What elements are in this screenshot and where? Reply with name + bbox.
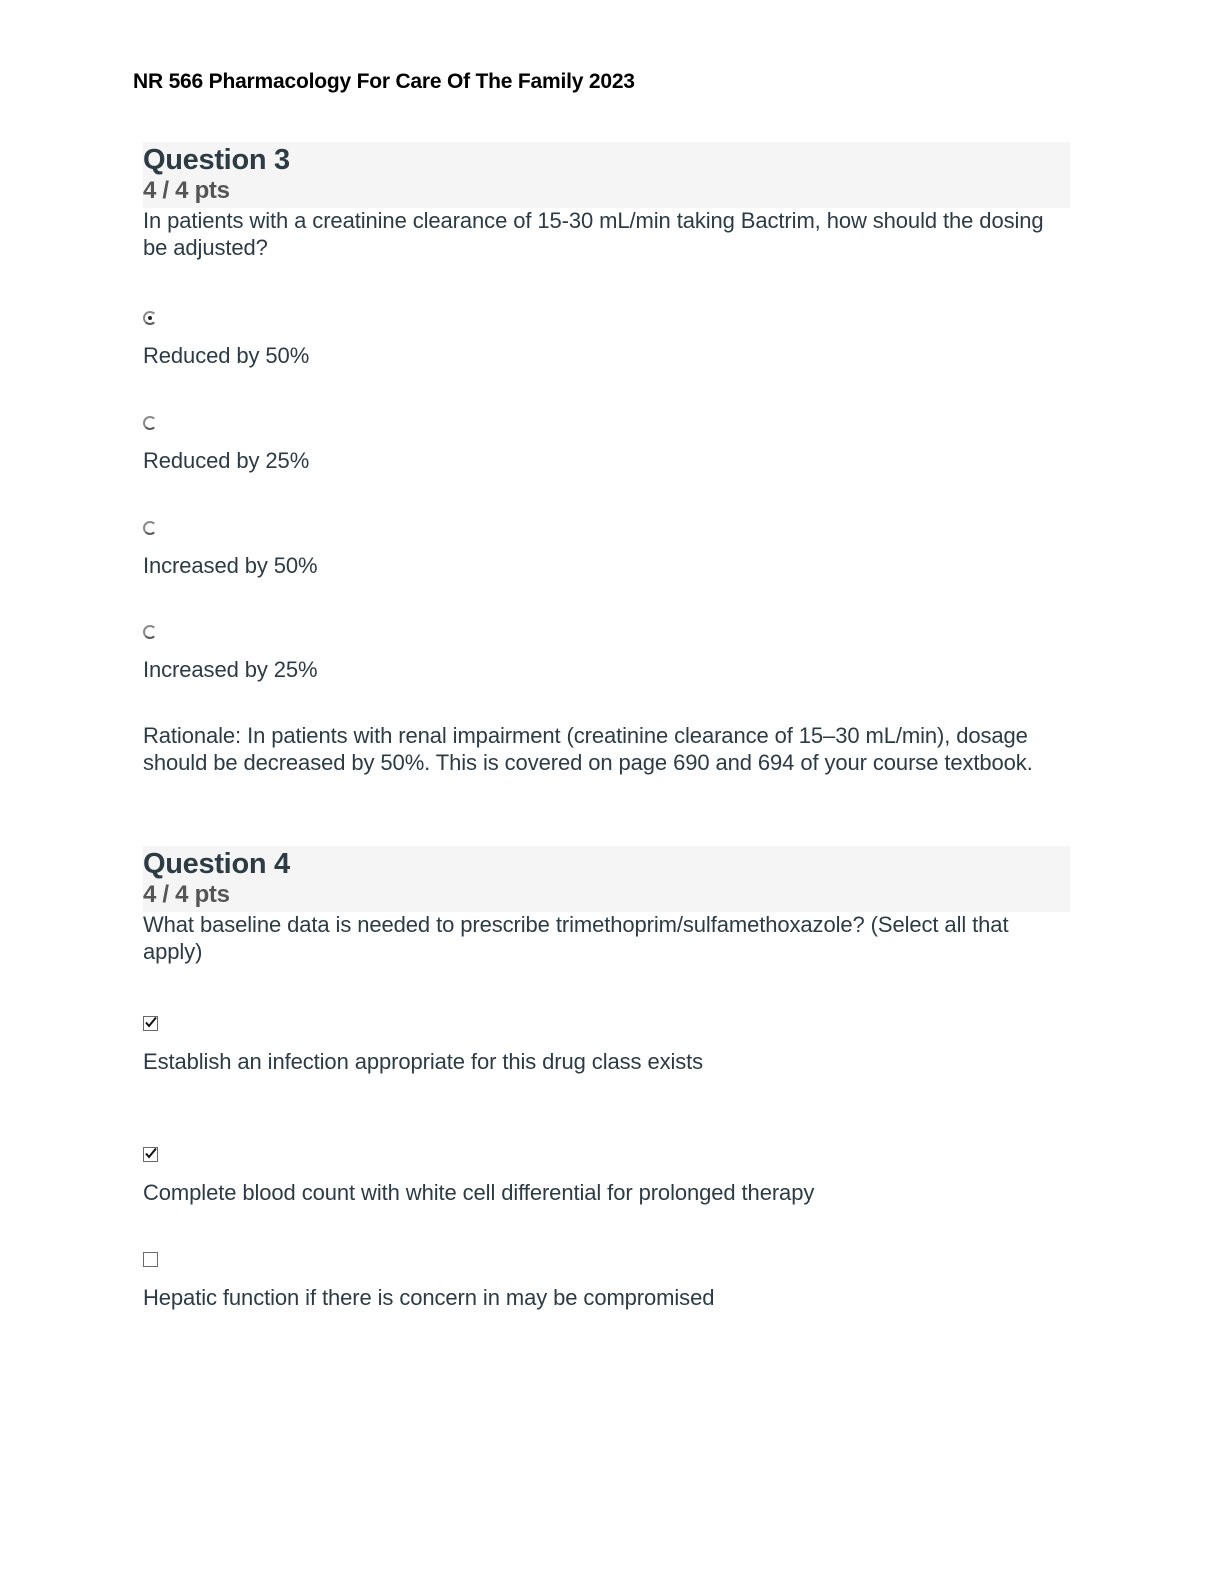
answer-label: Increased by 50% — [143, 553, 318, 578]
question-4 — [143, 846, 1070, 1310]
question-title: Question 3 — [143, 144, 290, 176]
checkbox-checked-icon[interactable] — [143, 1016, 158, 1031]
answer-option-3[interactable] — [143, 521, 318, 579]
radio-selected-icon[interactable] — [143, 311, 157, 325]
radio-unselected-icon[interactable] — [143, 625, 157, 639]
rationale-text: Rationale: In patients with renal impairment (creatinine clearance of 15–30 mL/min), dosage should be decreased by 50%. This is covered on page 690 and 694 of your course textbook. — [143, 723, 1033, 775]
radio-unselected-icon[interactable] — [143, 521, 157, 535]
answer-option-1[interactable] — [143, 311, 309, 369]
question-points: 4 / 4 pts — [143, 881, 230, 908]
question-header — [143, 846, 1070, 912]
answer-label: Reduced by 50% — [143, 343, 310, 368]
answer-label: Increased by 25% — [143, 657, 318, 682]
answer-option-4[interactable] — [143, 625, 318, 683]
question-title: Question 4 — [143, 848, 290, 880]
question-3 — [143, 142, 1070, 775]
answer-option-2[interactable] — [143, 416, 309, 474]
answer-label: Hepatic function if there is concern in may be compromised — [143, 1285, 715, 1310]
document-header: NR 566 Pharmacology For Care Of The Family 2023 — [133, 70, 635, 93]
question-text: In patients with a creatinine clearance of 15-30 mL/min taking Bactrim, how should the dosing be adjusted? — [143, 208, 1044, 260]
checkbox-unchecked-icon[interactable] — [143, 1252, 158, 1267]
question-text: What baseline data is needed to prescribe trimethoprim/sulfamethoxazole? (Select all that apply) — [143, 912, 1009, 964]
answer-option-1[interactable] — [143, 1016, 703, 1075]
checkbox-checked-icon[interactable] — [143, 1147, 158, 1162]
answer-label: Complete blood count with white cell differential for prolonged therapy — [143, 1180, 815, 1205]
answer-label: Reduced by 25% — [143, 448, 310, 473]
answer-option-3[interactable] — [143, 1252, 714, 1311]
answer-label: Establish an infection appropriate for this drug class exists — [143, 1049, 704, 1074]
radio-unselected-icon[interactable] — [143, 416, 157, 430]
answer-option-2[interactable] — [143, 1147, 814, 1206]
question-header — [143, 142, 1070, 208]
question-points: 4 / 4 pts — [143, 177, 230, 204]
